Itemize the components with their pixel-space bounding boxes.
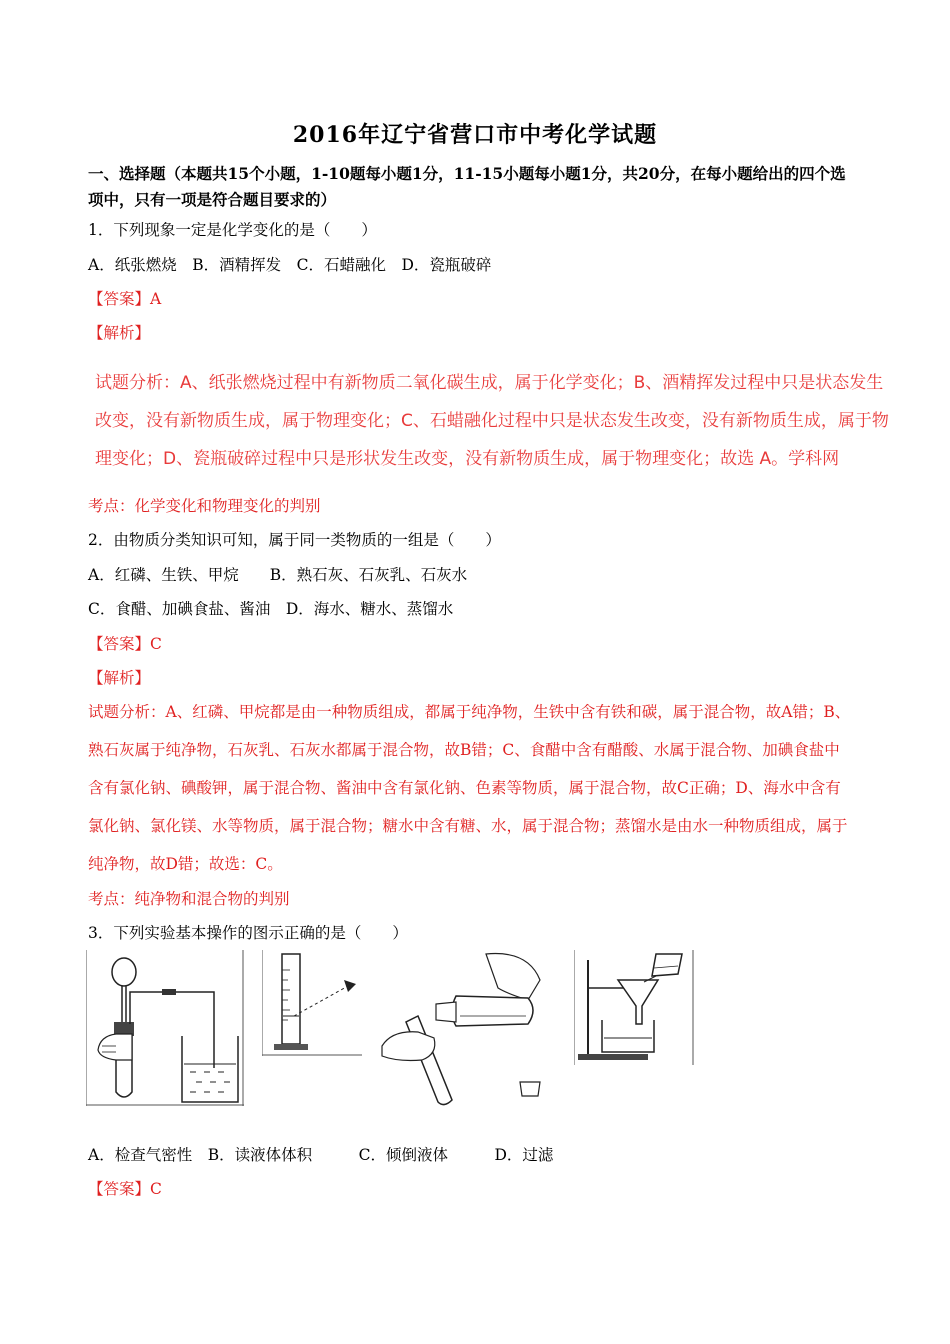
q1-analysis-label: 【解析】: [88, 324, 151, 342]
q3-options: A．检查气密性 B．读液体体积 C．倾倒液体 D．过滤: [88, 1146, 554, 1164]
q2-analysis-line1: 试题分析：A、红磷、甲烷都是由一种物质组成，都属于纯净物，生铁中含有铁和碳，属于混合物，故A错；B、: [88, 703, 851, 721]
figure-read-volume: [262, 950, 362, 1060]
q1-point: 考点：化学变化和物理变化的判别: [88, 497, 321, 515]
q2-analysis-label: 【解析】: [88, 669, 151, 687]
q1-options: A．纸张燃烧 B．酒精挥发 C．石蜡融化 D．瓷瓶破碎: [88, 256, 492, 274]
q2-analysis-line3: 含有氯化钠、碘酸钾，属于混合物、酱油中含有氯化钠、色素等物质，属于混合物，故C正确；D、海水中含有: [88, 779, 841, 797]
q2-point: 考点：纯净物和混合物的判别: [88, 890, 290, 908]
section-heading-line2: 项中，只有一项是符合题目要求的）: [88, 190, 337, 209]
q2-analysis-line2: 熟石灰属于纯净物，石灰乳、石灰水都属于混合物，故B错；C、食醋中含有醋酸、水属于混合物、加碘食盐中: [88, 741, 840, 759]
q2-option-line1: A．红磷、生铁、甲烷 B．熟石灰、石灰乳、石灰水: [88, 566, 468, 584]
q2-option-line2: C．食醋、加碘食盐、酱油 D．海水、糖水、蒸馏水: [88, 600, 454, 618]
q2-stem: 2．由物质分类知识可知，属于同一类物质的一组是（ ）: [88, 531, 501, 549]
figure-filtration: [574, 950, 694, 1065]
figure-pour-liquid: [378, 950, 548, 1106]
q1-answer: 【答案】A: [88, 290, 162, 308]
q3-stem: 3．下列实验基本操作的图示正确的是（ ）: [88, 924, 408, 942]
q1-analysis-line2: 改变，没有新物质生成，属于物理变化；C、石蜡融化过程中只是状态发生改变，没有新物质生成，属于物: [95, 411, 889, 431]
section-heading-line1: 一、选择题（本题共15个小题，1-10题每小题1分，11-15小题每小题1分，共20分，在每小题给出的四个选: [88, 164, 846, 183]
q1-analysis-line3: 理变化；D、瓷瓶破碎过程中只是形状发生改变，没有新物质生成，属于物理变化；故选 A。学科网: [95, 449, 840, 469]
figure-check-airtightness: [86, 950, 244, 1106]
q3-answer: 【答案】C: [88, 1180, 162, 1198]
q2-analysis-line5: 纯净物，故D错；故选：C。: [88, 855, 283, 873]
page-title: 2016年辽宁省营口市中考化学试题: [292, 122, 658, 148]
q2-analysis-line4: 氯化钠、氯化镁、水等物质，属于混合物；糖水中含有糖、水，属于混合物；蒸馏水是由水一种物质组成，属于: [88, 817, 848, 835]
q2-answer: 【答案】C: [88, 635, 162, 653]
q1-analysis-line1: 试题分析：A、纸张燃烧过程中有新物质二氧化碳生成，属于化学变化；B、酒精挥发过程中只是状态发生: [95, 373, 884, 393]
q1-stem: 1．下列现象一定是化学变化的是（ ）: [88, 221, 377, 239]
